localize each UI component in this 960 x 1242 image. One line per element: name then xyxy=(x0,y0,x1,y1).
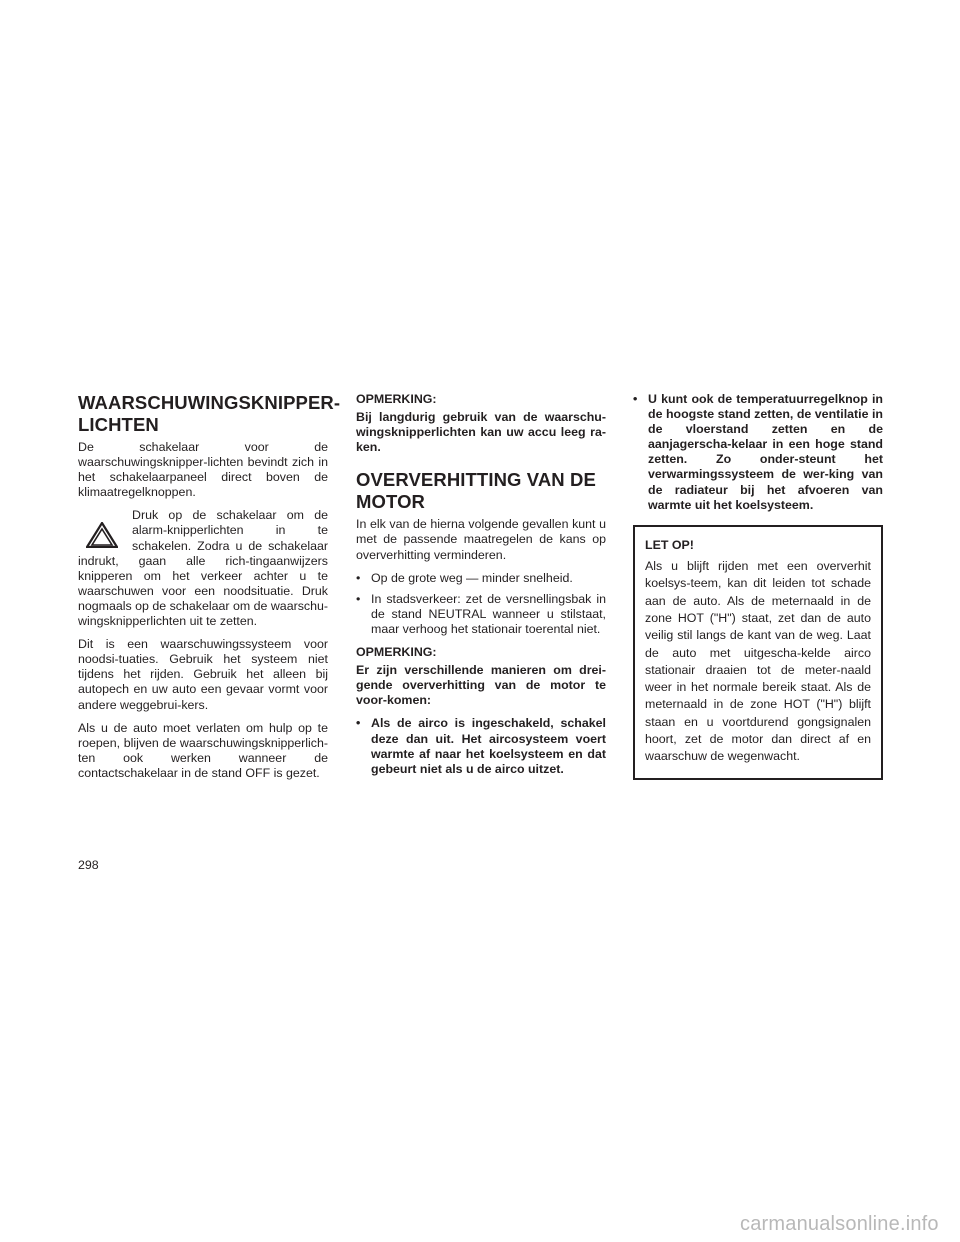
note-label: OPMERKING: xyxy=(356,645,437,660)
left-column xyxy=(78,392,341,789)
bullet-icon: • xyxy=(356,591,361,606)
note-label: OPMERKING: xyxy=(356,392,437,406)
note-battery-text: Bij langdurig gebruik van de waarschu-wingsknipperlichten kan uw accu leeg ra-ken. xyxy=(356,410,606,455)
hazard-instruction-block xyxy=(78,508,328,629)
watermark: carmanualsonline.info xyxy=(740,1213,939,1235)
page-number: 298 xyxy=(78,858,99,872)
paragraph-emergency-system: Dit is een waarschuwingssysteem voor noodsi-tuaties. Gebruik het systeem niet tijdens het rijden. Gebruik het alleen bij autopech en uw auto een gevaar vormt voor andere weggebrui-kers. xyxy=(78,637,328,712)
list-item: • U kunt ook de temperatuurregelknop in de hoogste stand zetten, de ventilatie in de vloerstand zetten en de aanjagerscha-kelaar in een hoge stand zetten. Zo onder-steunt het verwarmingssysteem de wer-king van de radiateur bij het afvoeren van warmte uit het koelsysteem. xyxy=(633,392,883,512)
paragraph-switch-location: De schakelaar voor de waarschuwingsknipper-lichten bevindt zich in het schakelaarpaneel direct boven de klimaatregelknoppen. xyxy=(78,440,328,500)
paragraph-overheating-intro: In elk van de hierna volgende gevallen kunt u met de passende maatregelen de kans op oververhitting verminderen. xyxy=(356,517,606,562)
heading-line-2: LICHTEN xyxy=(78,414,159,435)
right-column xyxy=(633,392,883,780)
heading-line-2: MOTOR xyxy=(356,491,426,513)
list-item: • In stadsverkeer: zet de versnellingsbak in de stand NEUTRAL wanneer u stilstaat, maar verhoog het stationair toerental niet. xyxy=(356,591,606,636)
paragraph-press-switch: Druk op de schakelaar om de alarm-knipperlichten in te schakelen. Zodra u de schakelaar indrukt, gaan alle rich-tingaanwijzers knipperen om het verkeer achter u te waarschuwen voor een noodsituatie. Druk nogmaals op de schakelaar om de waarschu-wingsknipperlichten uit te zetten. xyxy=(78,508,329,629)
bullet-icon: • xyxy=(633,392,638,406)
caution-box xyxy=(633,525,883,780)
bullet-list-driving xyxy=(356,571,606,637)
bullet-list-prevention-cont xyxy=(633,392,883,513)
section-heading-overheating xyxy=(356,469,606,513)
paragraph-leave-vehicle: Als u de auto moet verlaten om hulp op te roepen, blijven de waarschuwingsknipperlich-ten ook werken wanneer de contactschakelaar in de stand OFF is gezet. xyxy=(78,720,328,780)
middle-column xyxy=(356,392,606,785)
heading-line-1: OVERVERHITTING VAN DE xyxy=(356,469,596,491)
heading-line-1: WAARSCHUWINGSKNIPPER- xyxy=(78,392,341,413)
list-item: • Als de airco is ingeschakeld, schakel deze dan uit. Het aircosysteem voert warmte af naar het koelsysteem en dat gebeurt niet als u de airco uitzet. xyxy=(356,716,606,776)
bullet-icon: • xyxy=(356,570,361,585)
section-heading-hazard-lights xyxy=(78,392,341,436)
hazard-triangle-icon xyxy=(86,522,118,548)
note-prevention-text: Er zijn verschillende manieren om drei-gende oververhitting van de motor te voor-komen: xyxy=(356,663,606,708)
list-item: • Op de grote weg — minder snelheid. xyxy=(356,570,573,585)
caution-text: Als u blijft rijden met een oververhit koelsys-teem, kan dit leiden tot schade aan de auto. Als de meternaald in de zone HOT ("H") staat, zet dan de auto veilig stil langs de kant van de weg. Laat de auto met uitgescha-kelde airco stationair draaien tot de meter-naald weer in het normale bereik staat. Als de meternaald in de zone HOT ("H") blijft staan en u voortdurend gongsignalen hoort, zet de motor dan direct af en waarschuw de wegenwacht. xyxy=(645,559,871,764)
bullet-list-prevention xyxy=(356,716,606,776)
bullet-icon: • xyxy=(356,716,361,731)
caution-title: LET OP! xyxy=(645,537,694,552)
